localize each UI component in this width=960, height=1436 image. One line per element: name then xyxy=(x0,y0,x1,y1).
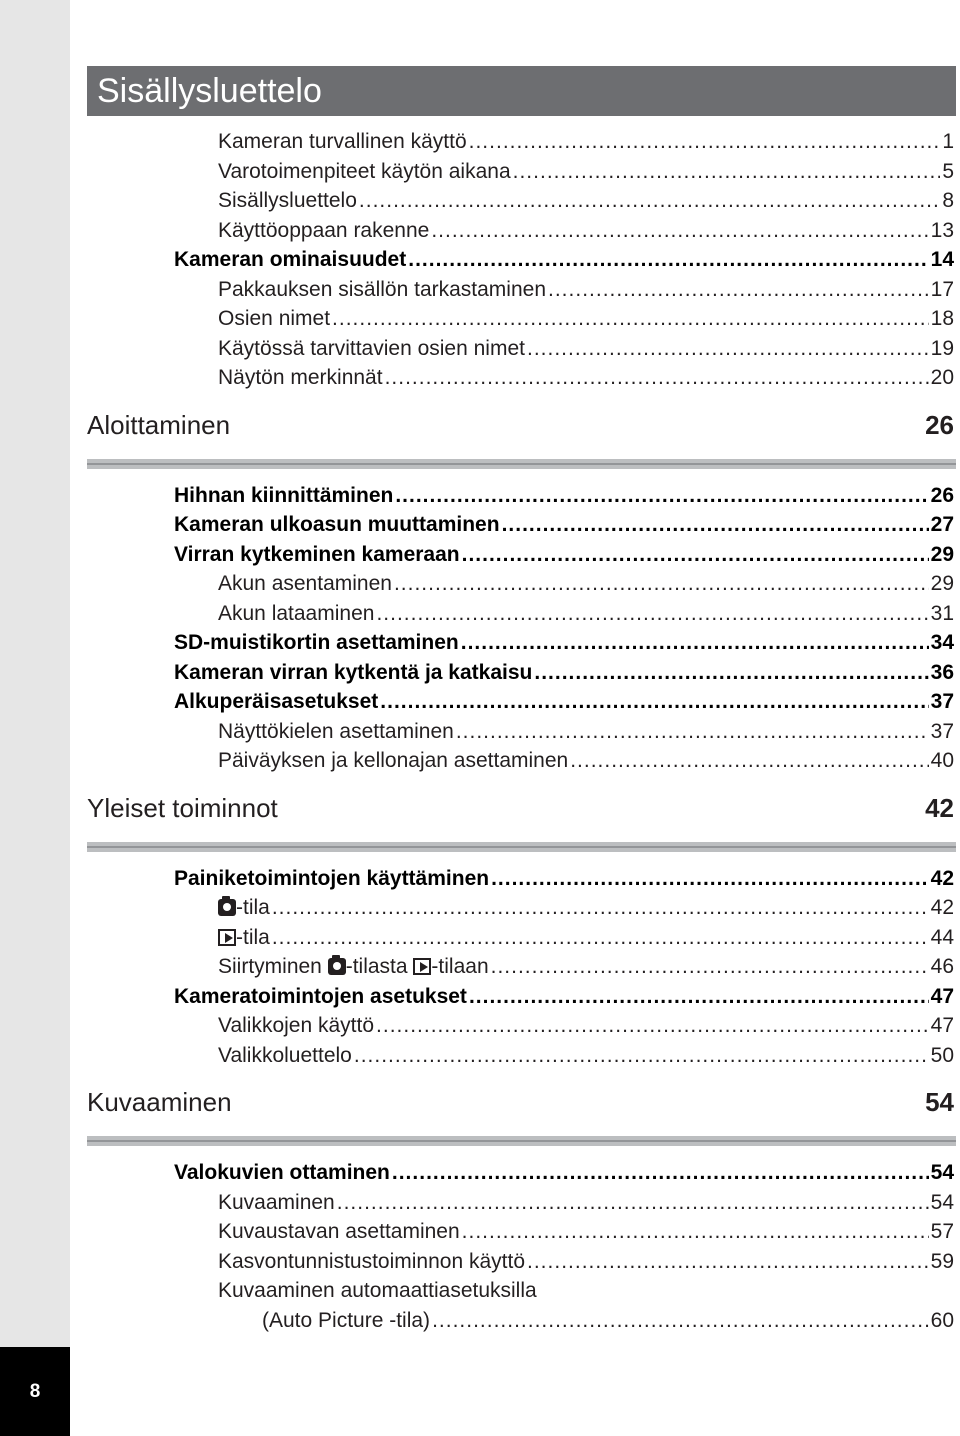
entry-label: Varotoimenpiteet käytön aikana xyxy=(218,159,511,183)
dot-leader xyxy=(394,569,929,599)
entry-page: 29 xyxy=(930,542,954,566)
entry-label-part: -tilaan xyxy=(431,955,489,978)
entry-label-part: -tilasta xyxy=(345,955,408,978)
entry-page: 40 xyxy=(930,749,954,772)
entry-label-with-icons xyxy=(218,952,489,982)
entry-label: Painiketoimintojen käyttäminen xyxy=(174,866,490,890)
dot-leader xyxy=(431,216,928,246)
entry-label: Käyttöoppaan rakenne xyxy=(218,218,430,242)
toc-entry[interactable] xyxy=(0,334,960,364)
page-title: Sisällysluettelo xyxy=(97,72,322,110)
entry-label: Kameratoimintojen asetukset xyxy=(174,984,467,1008)
toc-entry[interactable] xyxy=(0,1188,960,1218)
entry-label: Kuvaustavan asettaminen xyxy=(218,1220,460,1243)
dot-leader xyxy=(491,864,929,894)
chapter-rule xyxy=(87,459,956,469)
toc-entry[interactable] xyxy=(0,569,960,599)
entry-page: 20 xyxy=(930,366,954,389)
toc-section-entry[interactable] xyxy=(0,1158,960,1188)
dot-leader xyxy=(385,363,929,393)
table-of-contents xyxy=(0,127,960,1336)
entry-label: Osien nimet xyxy=(218,307,331,330)
entry-label: Kameran ulkoasun muuttaminen xyxy=(174,513,500,536)
toc-entry-first-line[interactable] xyxy=(0,1276,960,1306)
entry-page: 13 xyxy=(930,218,954,242)
toc-entry[interactable] xyxy=(0,1041,960,1071)
toc-entry[interactable] xyxy=(0,275,960,305)
entry-page: 54 xyxy=(930,1161,954,1184)
entry-label: Akun lataaminen xyxy=(218,601,375,625)
entry-label: Valokuvien ottaminen xyxy=(174,1161,390,1184)
chapter-heading[interactable] xyxy=(0,1084,960,1150)
chapter-title: Aloittaminen xyxy=(87,409,231,440)
dot-leader xyxy=(462,540,929,570)
entry-label: Siirtyminen xyxy=(218,955,322,978)
chapter-rule xyxy=(87,1136,956,1146)
entry-label: Näytön merkinnät xyxy=(218,366,383,389)
chapter-page: 42 xyxy=(925,792,954,823)
dot-leader xyxy=(469,127,941,157)
toc-entry[interactable] xyxy=(0,952,960,982)
playback-icon xyxy=(413,958,431,975)
entry-label: -tila xyxy=(236,925,270,949)
entry-label: Alkuperäisasetukset xyxy=(174,690,379,713)
chapter-rule xyxy=(87,842,956,852)
dot-leader xyxy=(272,923,929,953)
toc-entry[interactable] xyxy=(0,186,960,216)
entry-label: Kasvontunnistustoiminnon käyttö xyxy=(218,1249,526,1273)
entry-page: 37 xyxy=(930,690,954,713)
playback-icon xyxy=(218,929,236,946)
toc-section-entry[interactable] xyxy=(0,481,960,511)
toc-title-bar xyxy=(87,66,956,116)
dot-leader xyxy=(534,658,928,688)
entry-page: 26 xyxy=(930,483,954,507)
toc-entry[interactable] xyxy=(0,1217,960,1247)
entry-label: Näyttökielen asettaminen xyxy=(218,719,454,743)
entry-page: 14 xyxy=(930,248,954,271)
entry-page: 57 xyxy=(930,1220,954,1243)
toc-entry[interactable] xyxy=(0,599,960,629)
toc-entry[interactable] xyxy=(0,717,960,747)
entry-label: Päiväyksen ja kellonajan asettaminen xyxy=(218,749,569,772)
toc-entry-continuation[interactable] xyxy=(0,1306,960,1336)
entry-page: 19 xyxy=(930,336,954,360)
entry-page: 34 xyxy=(930,631,954,654)
entry-page: 47 xyxy=(930,1014,954,1037)
entry-label: Hihnan kiinnittäminen xyxy=(174,483,394,507)
toc-section-entry[interactable] xyxy=(0,658,960,688)
entry-label: Virran kytkeminen kameraan xyxy=(174,542,460,566)
dot-leader xyxy=(469,982,929,1012)
entry-label: Akun asentaminen xyxy=(218,572,392,595)
dot-leader xyxy=(456,717,929,747)
dot-leader xyxy=(432,1306,929,1336)
dot-leader xyxy=(380,687,928,717)
entry-label: -tila xyxy=(236,896,270,919)
chapter-page: 54 xyxy=(925,1087,954,1117)
entry-page: 29 xyxy=(930,572,954,595)
entry-page: 54 xyxy=(930,1190,954,1214)
toc-entry[interactable] xyxy=(0,127,960,157)
dot-leader xyxy=(392,1158,929,1188)
toc-section-entry[interactable] xyxy=(0,864,960,894)
dot-leader xyxy=(570,746,928,776)
entry-page: 42 xyxy=(930,866,954,890)
toc-section-entry[interactable] xyxy=(0,982,960,1012)
toc-entry[interactable] xyxy=(0,746,960,776)
entry-page: 37 xyxy=(930,719,954,743)
dot-leader xyxy=(376,1011,929,1041)
entry-label: Valikkojen käyttö xyxy=(218,1014,375,1037)
entry-page: 59 xyxy=(930,1249,954,1273)
toc-entry[interactable] xyxy=(0,304,960,334)
entry-page: 1 xyxy=(942,130,954,153)
page-number: 8 xyxy=(29,1380,41,1402)
entry-page: 18 xyxy=(930,307,954,330)
toc-entry[interactable] xyxy=(0,1011,960,1041)
dot-leader xyxy=(491,952,929,982)
entry-page: 42 xyxy=(930,896,954,919)
dot-leader xyxy=(332,304,929,334)
entry-label-continuation: (Auto Picture -tila) xyxy=(262,1309,431,1332)
entry-page: 46 xyxy=(930,955,954,978)
entry-label: Pakkauksen sisällön tarkastaminen xyxy=(218,277,547,301)
dot-leader xyxy=(395,481,928,511)
toc-section-entry[interactable] xyxy=(0,245,960,275)
chapter-title: Kuvaaminen xyxy=(87,1087,232,1117)
entry-page: 47 xyxy=(930,984,954,1008)
entry-label: Kameran turvallinen käyttö xyxy=(218,130,467,153)
chapter-heading[interactable] xyxy=(0,407,960,473)
chapter-heading[interactable] xyxy=(0,790,960,856)
entry-label: Kameran ominaisuudet xyxy=(174,248,407,271)
entry-page: 31 xyxy=(930,601,954,625)
dot-leader xyxy=(272,893,929,923)
dot-leader xyxy=(502,510,929,540)
dot-leader xyxy=(527,334,929,364)
entry-page: 8 xyxy=(942,189,954,212)
entry-label: Sisällysluettelo xyxy=(218,189,357,212)
dot-leader xyxy=(376,599,928,629)
entry-label: SD-muistikortin asettaminen xyxy=(174,631,459,654)
entry-page: 50 xyxy=(930,1043,954,1067)
entry-label: Valikkoluettelo xyxy=(218,1043,352,1067)
toc-entry[interactable] xyxy=(0,157,960,187)
toc-section-entry[interactable] xyxy=(0,628,960,658)
dot-leader xyxy=(513,157,941,187)
entry-page: 17 xyxy=(930,277,954,301)
toc-section-entry[interactable] xyxy=(0,687,960,717)
page-number-tab xyxy=(0,1347,70,1436)
toc-entry[interactable] xyxy=(0,363,960,393)
dot-leader xyxy=(461,628,929,658)
entry-page: 27 xyxy=(930,513,954,536)
entry-label-with-icon xyxy=(218,893,270,923)
toc-entry[interactable] xyxy=(0,216,960,246)
chapter-page: 26 xyxy=(925,409,954,440)
camera-icon xyxy=(328,958,346,975)
entry-label: Kuvaaminen automaattiasetuksilla xyxy=(218,1279,537,1302)
dot-leader xyxy=(337,1188,929,1218)
chapter-title: Yleiset toiminnot xyxy=(87,792,278,823)
dot-leader xyxy=(354,1041,929,1071)
toc-section-entry[interactable] xyxy=(0,510,960,540)
camera-icon xyxy=(218,899,236,916)
toc-entry[interactable] xyxy=(0,923,960,953)
entry-page: 36 xyxy=(930,660,954,684)
dot-leader xyxy=(548,275,929,305)
dot-leader xyxy=(359,186,940,216)
entry-label: Kameran virran kytkentä ja katkaisu xyxy=(174,660,533,684)
entry-label: Kuvaaminen xyxy=(218,1190,335,1214)
entry-label: Käytössä tarvittavien osien nimet xyxy=(218,336,525,360)
toc-entry[interactable] xyxy=(0,1247,960,1277)
entry-page: 44 xyxy=(930,925,954,949)
entry-page: 60 xyxy=(930,1309,954,1332)
entry-page: 5 xyxy=(942,159,954,183)
dot-leader xyxy=(527,1247,929,1277)
dot-leader xyxy=(408,245,928,275)
dot-leader xyxy=(462,1217,929,1247)
toc-section-entry[interactable] xyxy=(0,540,960,570)
entry-label-with-icon xyxy=(218,923,270,953)
toc-entry[interactable] xyxy=(0,893,960,923)
